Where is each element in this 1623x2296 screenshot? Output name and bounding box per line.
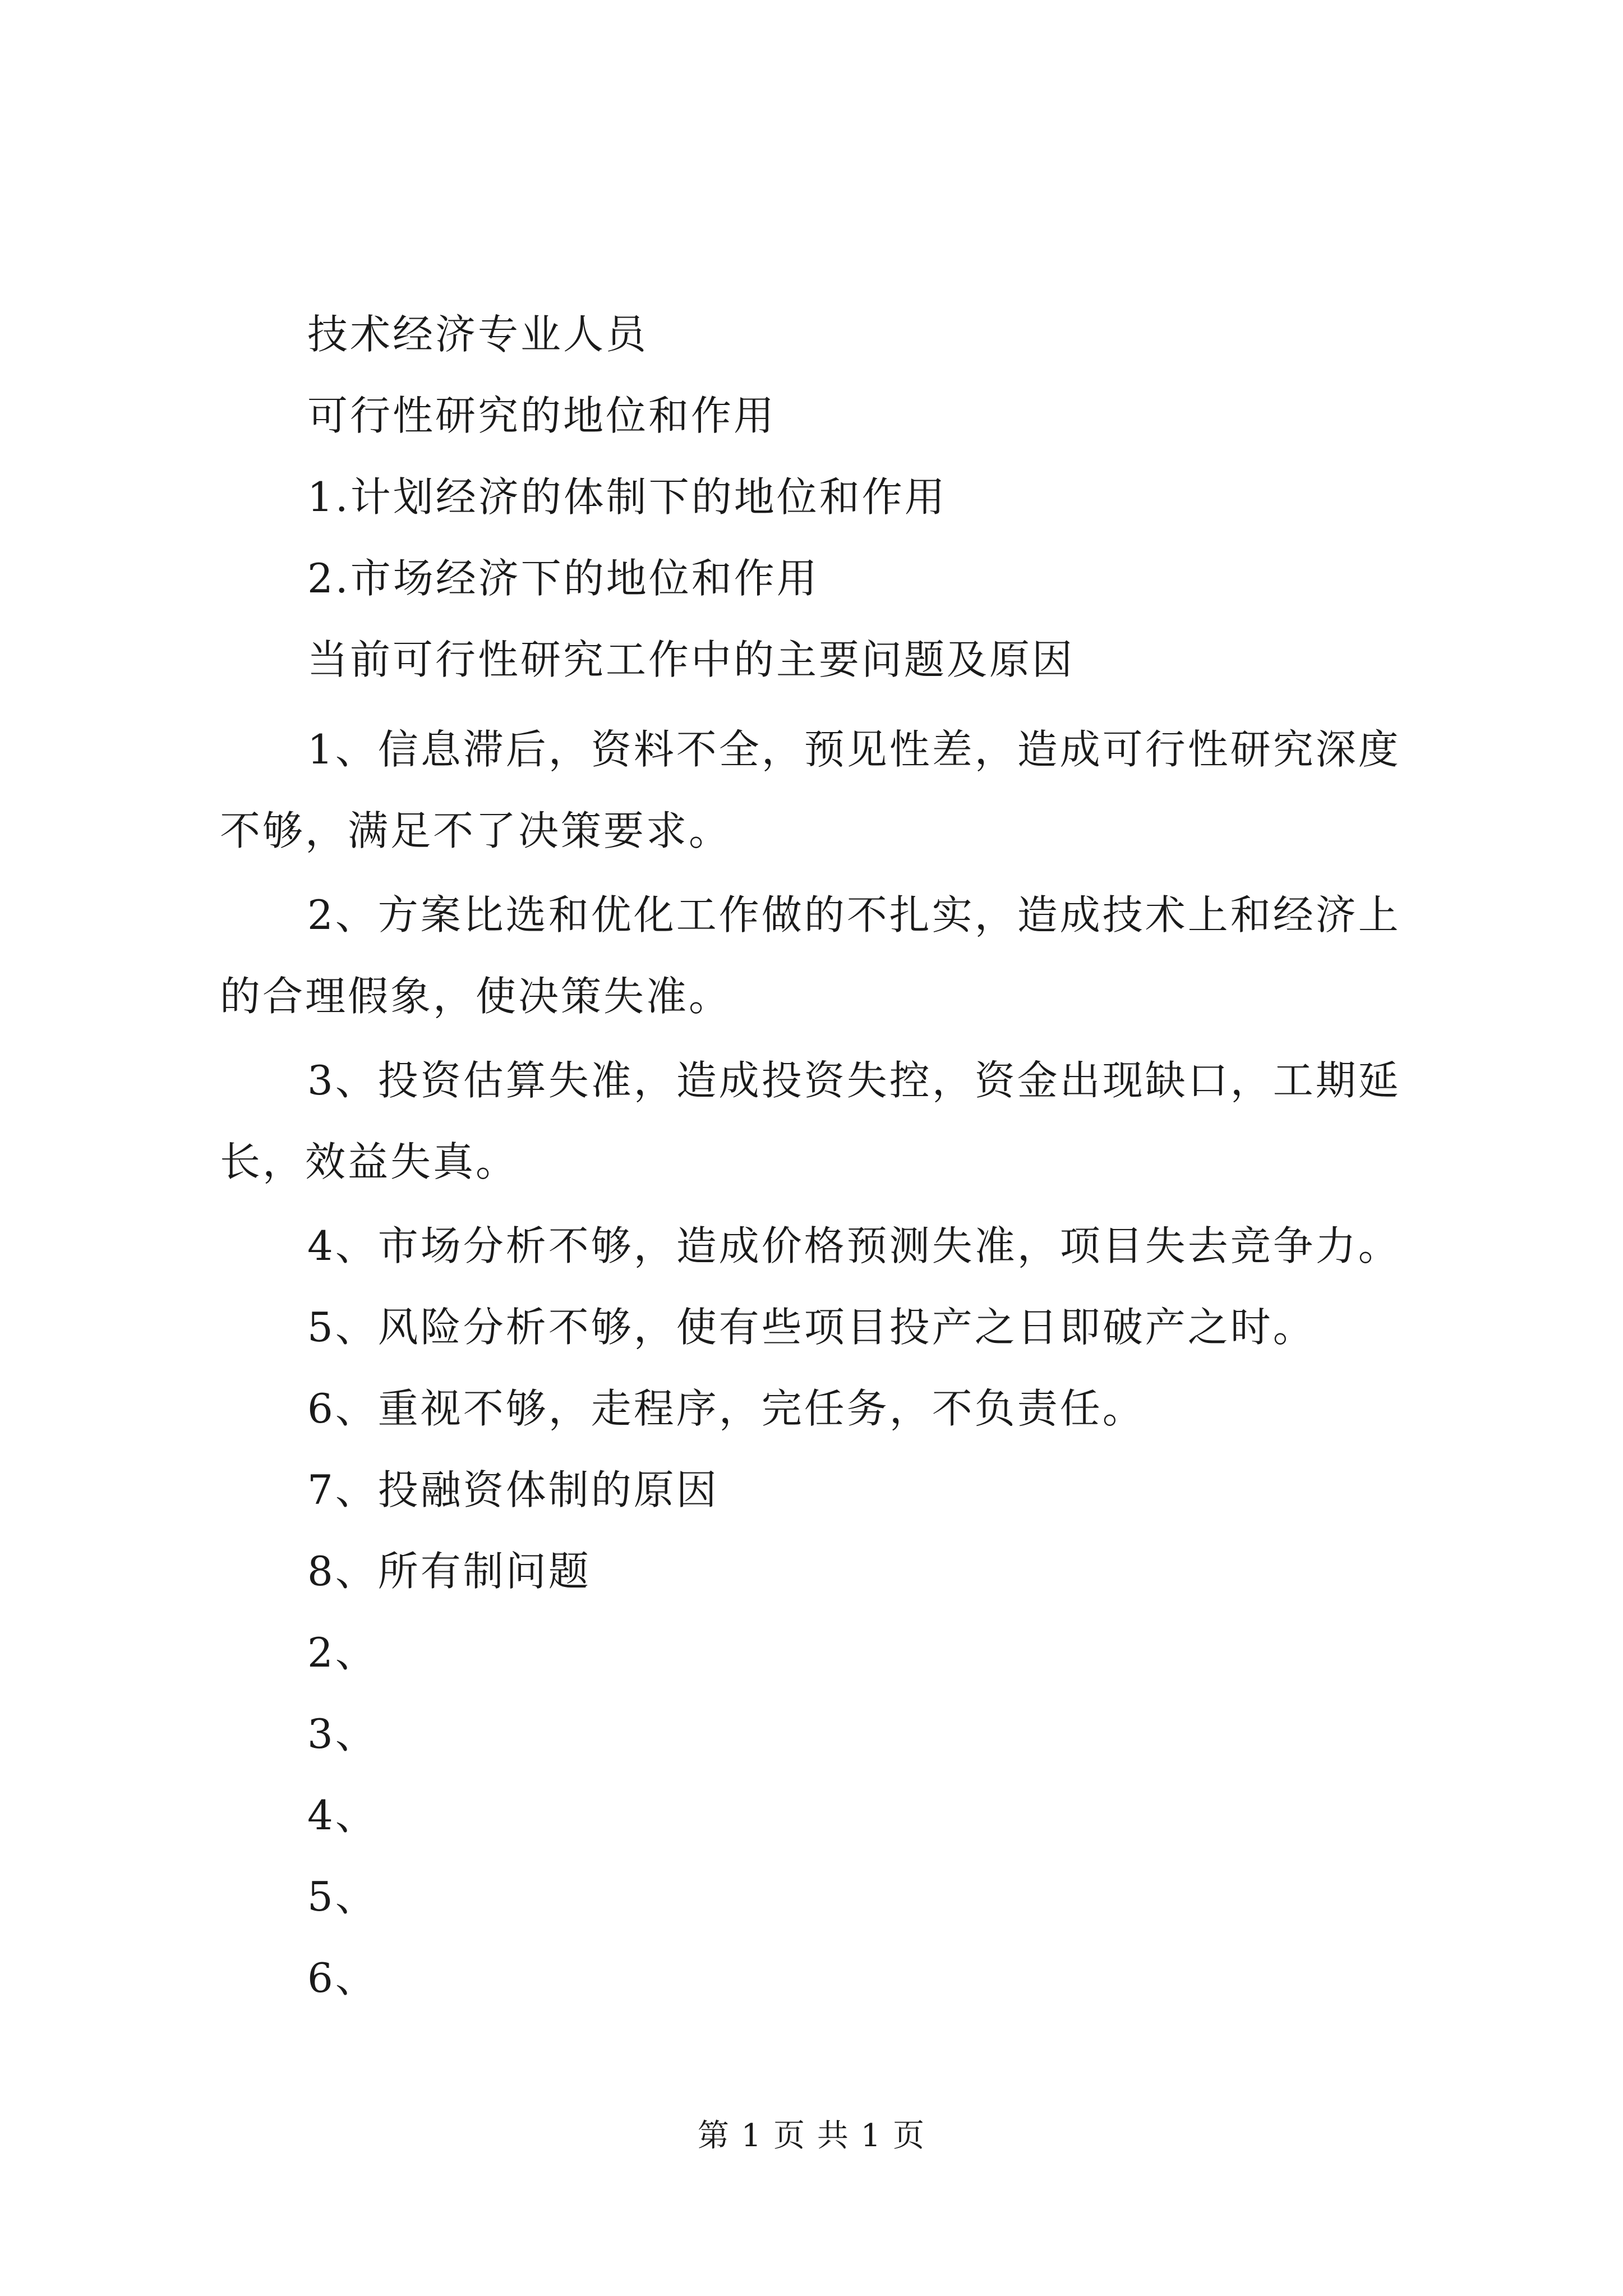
paragraph-line: 1.计划经济的体制下的地位和作用	[307, 473, 947, 521]
heading-line: 技术经济专业人员	[307, 311, 649, 358]
paragraph-line: 3、投资估算失准，造成投资失控，资金出现缺口，工期延	[307, 1057, 1401, 1104]
paragraph-line: 8、所有制问题	[307, 1548, 591, 1595]
paragraph-line: 4、市场分析不够，造成价格预测失准，项目失去竞争力。	[307, 1222, 1401, 1269]
paragraph-line: 2、方案比选和优化工作做的不扎实，造成技术上和经济上	[307, 891, 1401, 938]
paragraph-line: 长，效益失真。	[220, 1138, 519, 1185]
heading-line: 当前可行性研究工作中的主要问题及原因	[307, 636, 1075, 683]
paragraph-line: 7、投融资体制的原因	[307, 1466, 719, 1513]
paragraph-line: 6、重视不够，走程序，完任务，不负责任。	[307, 1385, 1145, 1432]
list-item: 6、	[307, 1954, 378, 2001]
list-item: 3、	[307, 1710, 378, 1757]
paragraph-line: 的合理假象，使决策失准。	[220, 973, 732, 1020]
paragraph-line: 2.市场经济下的地位和作用	[307, 555, 819, 602]
paragraph-line: 1、信息滞后，资料不全，预见性差，造成可行性研究深度	[307, 726, 1401, 773]
list-item: 2、	[307, 1629, 378, 1676]
heading-line: 可行性研究的地位和作用	[307, 392, 777, 439]
list-item: 4、	[307, 1792, 378, 1839]
list-item: 5、	[307, 1873, 378, 1920]
paragraph-line: 不够，满足不了决策要求。	[220, 807, 732, 854]
paragraph-line: 5、风险分析不够，使有些项目投产之日即破产之时。	[307, 1304, 1316, 1351]
page-footer: 第 1 页 共 1 页	[697, 2118, 926, 2154]
